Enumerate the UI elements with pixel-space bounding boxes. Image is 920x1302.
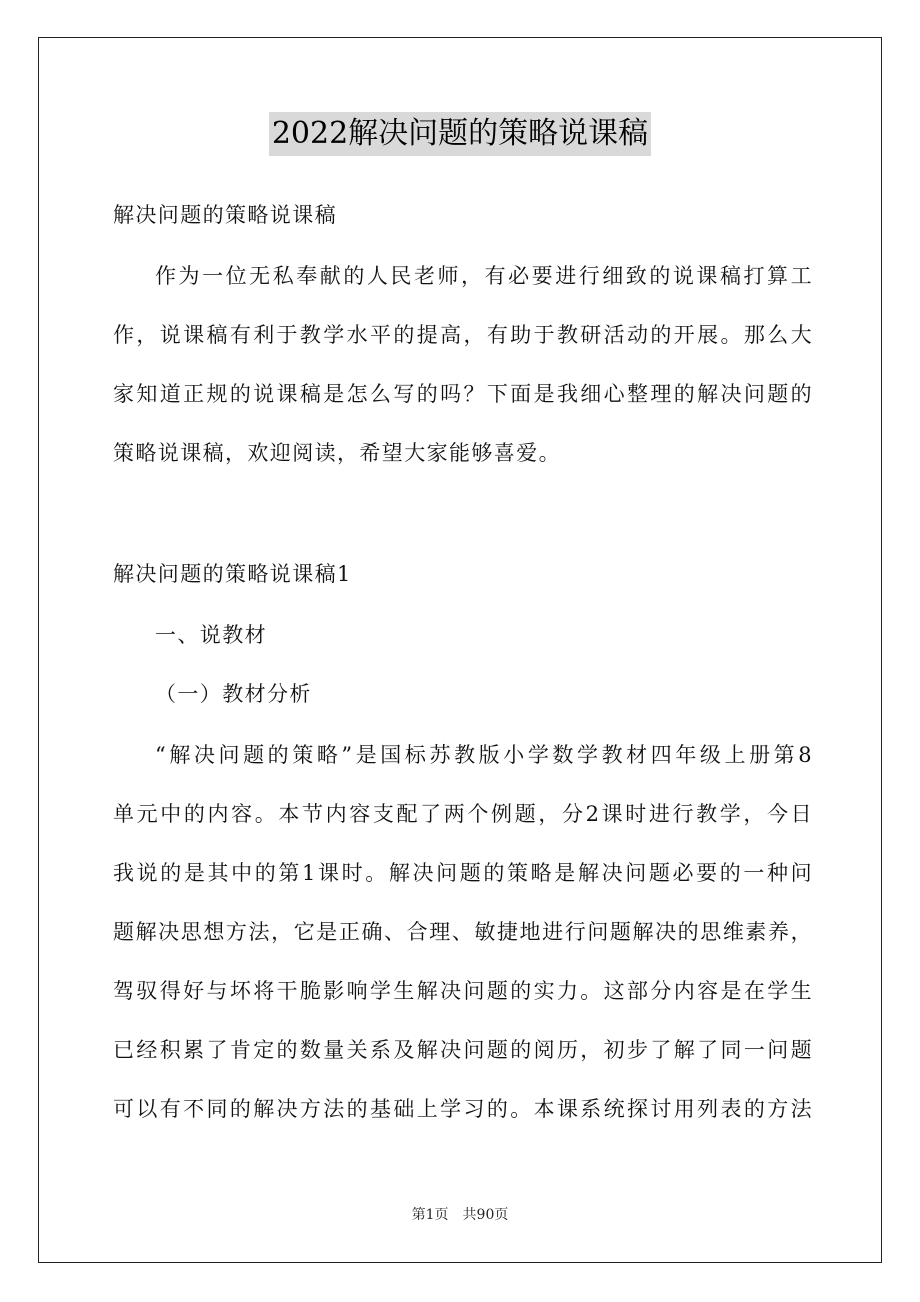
heading-jiaocai-fenxi: （一）教材分析 <box>155 682 312 706</box>
intro-line: 作，说课稿有利于教学水平的提高，有助于教研活动的开展。那么大 <box>113 323 813 347</box>
body-line: 已经积累了肯定的数量关系及解决问题的阅历，初步了解了同一问题 <box>113 1038 813 1062</box>
document-title-text: 2022解决问题的策略说课稿 <box>269 112 651 156</box>
intro-line: 作为一位无私奉献的人民老师，有必要进行细致的说课稿打算工 <box>155 264 813 288</box>
intro-line: 策略说课稿，欢迎阅读，希望大家能够喜爱。 <box>113 441 561 465</box>
body-line: “解决问题的策略”是国标苏教版小学数学教材四年级上册第8 <box>155 743 813 767</box>
page-footer <box>0 1205 920 1225</box>
body-line: 题解决思想方法，它是正确、合理、敏捷地进行问题解决的思维素养， <box>113 920 813 944</box>
document-title <box>0 112 920 156</box>
section-title: 解决问题的策略说课稿1 <box>113 562 352 586</box>
intro-line: 家知道正规的说课稿是怎么写的吗？下面是我细心整理的解决问题的 <box>113 382 813 406</box>
heading-shuo-jiaocai: 一、说教材 <box>155 623 267 647</box>
body-line: 我说的是其中的第1课时。解决问题的策略是解决问题必要的一种问 <box>113 861 813 885</box>
page-total: 共90页 <box>462 1207 509 1223</box>
page-number: 第1页 <box>411 1207 449 1223</box>
body-line: 驾驭得好与坏将干脆影响学生解决问题的实力。这部分内容是在学生 <box>113 979 813 1003</box>
body-line: 单元中的内容。本节内容支配了两个例题，分2课时进行教学，今日 <box>113 802 813 826</box>
document-subtitle: 解决问题的策略说课稿 <box>113 203 337 227</box>
body-line: 可以有不同的解决方法的基础上学习的。本课系统探讨用列表的方法 <box>113 1097 813 1121</box>
